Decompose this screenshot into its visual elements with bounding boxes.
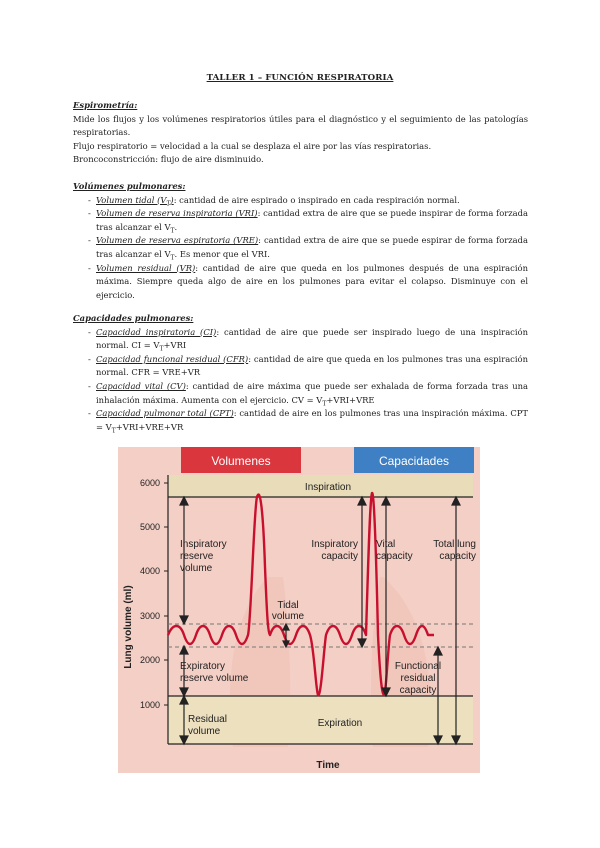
list-item: - Volumen tidal $(V_T)$: cantidad de aire espirado o inspirado en cada respiración normal. — [73, 194, 528, 208]
frc-label: capacity — [399, 685, 437, 696]
section-espirometria — [73, 99, 528, 167]
document-title: TALLER 1 – FUNCIÓN RESPIRATORIA — [206, 73, 394, 83]
x-axis-label: Time — [316, 760, 340, 771]
section-volumenes — [73, 180, 528, 302]
frc-label: Functional — [394, 661, 442, 672]
term: Volumen de reserva espiratoria (VRE) — [96, 235, 259, 246]
term: Capacidad inspiratoria (CI) — [96, 326, 217, 337]
term: Capacidad vital (CV) — [96, 380, 186, 391]
inspiration-label: Inspiration — [304, 482, 352, 493]
irv-label: reserve — [180, 551, 214, 562]
lung-volumes-figure — [118, 447, 480, 773]
paragraph: Mide los flujos y los volúmenes respiratorios útiles para el diagnóstico y el seguimiento de las patologías respiratorias. — [73, 113, 528, 138]
term: Volumen residual (VR) — [96, 262, 196, 273]
erv-label: reserve volume — [180, 673, 249, 684]
ic-label: Inspiratory — [311, 539, 358, 550]
y-tick-label: 2000 — [139, 655, 160, 665]
rv-label: volume — [188, 726, 221, 737]
paragraph: Broncoconstricción: flujo de aire disminuido. — [73, 154, 264, 165]
capacidades-header-label: Capacidades — [378, 454, 450, 468]
list-item: - Volumen de reserva espiratoria (VRE): cantidad extra de aire que se puede espirar de forma forzada tras alcanzar el $V_T$. Es menor que el VRI. — [73, 234, 528, 261]
erv-label: Expiratory — [180, 661, 226, 672]
vc-label: capacity — [376, 551, 413, 562]
y-tick-label: 1000 — [139, 700, 160, 710]
list-item: - Capacidad inspiratoria (CI): cantidad de aire que puede ser inspirado luego de una inspiración normal. CI = $V_T+VRI$ — [73, 326, 528, 353]
term: Capacidad funcional residual (CFR) — [96, 353, 249, 364]
expiration-label: Expiration — [317, 718, 363, 729]
vc-label: Vital — [376, 539, 396, 550]
frc-label: residual — [400, 673, 436, 684]
list-item: - Volumen de reserva inspiratoria (VRI): cantidad extra de aire que se puede inspirar de forma forzada tras alcanzar el $V_T$. — [73, 207, 528, 234]
section-capacidades — [73, 312, 528, 434]
rv-label: Residual — [188, 714, 227, 725]
term: Volumen de reserva inspiratoria (VRI) — [96, 208, 258, 219]
y-axis-label: Lung volume (ml) — [123, 585, 134, 669]
irv-label: volume — [180, 563, 213, 574]
tidal-label: Tidal — [277, 600, 299, 611]
section-heading-volumenes: Volúmenes pulmonares: — [73, 181, 186, 191]
y-tick-label: 5000 — [139, 522, 160, 532]
y-tick-label: 6000 — [139, 478, 160, 488]
ic-label: capacity — [321, 551, 358, 562]
tlc-label: Total lung — [433, 539, 476, 550]
list-item: - Capacidad pulmonar total (CPT): cantidad de aire en los pulmones tras una inspiración máxima. CPT = $V_T+VRI+VRE+VR$ — [73, 407, 528, 434]
lung-volumes-diagram — [118, 447, 480, 773]
y-tick-label: 4000 — [139, 566, 160, 576]
list-item: - Capacidad funcional residual (CFR): cantidad de aire que queda en los pulmones tras una espiración normal. CFR = VRE+VR — [73, 353, 528, 380]
tidal-label: volume — [271, 611, 305, 622]
list-item: - Volumen residual (VR): cantidad de aire que queda en los pulmones después de una espiración máxima. Siempre queda algo de aire en los pulmones para evitar el colapso. Disminuye con el ejercicio. — [73, 262, 528, 303]
section-heading-espirometria: Espirometría: — [73, 100, 138, 110]
irv-label: Inspiratory — [180, 539, 227, 550]
y-tick-label: 3000 — [139, 611, 160, 621]
paragraph: Flujo respiratorio = velocidad a la cual se desplaza el aire por las vías respiratorias. — [73, 140, 432, 151]
volumenes-header-label: Volumenes — [211, 454, 271, 468]
term: Volumen tidal $(V_T)$ — [96, 194, 174, 208]
tlc-label: capacity — [439, 551, 476, 562]
term: Capacidad pulmonar total (CPT) — [96, 408, 234, 419]
list-item: - Capacidad vital (CV): cantidad de aire máxima que puede ser exhalada de forma forzada tras una inhalación máxima. Aumenta con el ejercicio. CV = $V_T+VRI+VRE$ — [73, 380, 528, 407]
section-heading-capacidades: Capacidades pulmonares: — [73, 313, 194, 323]
